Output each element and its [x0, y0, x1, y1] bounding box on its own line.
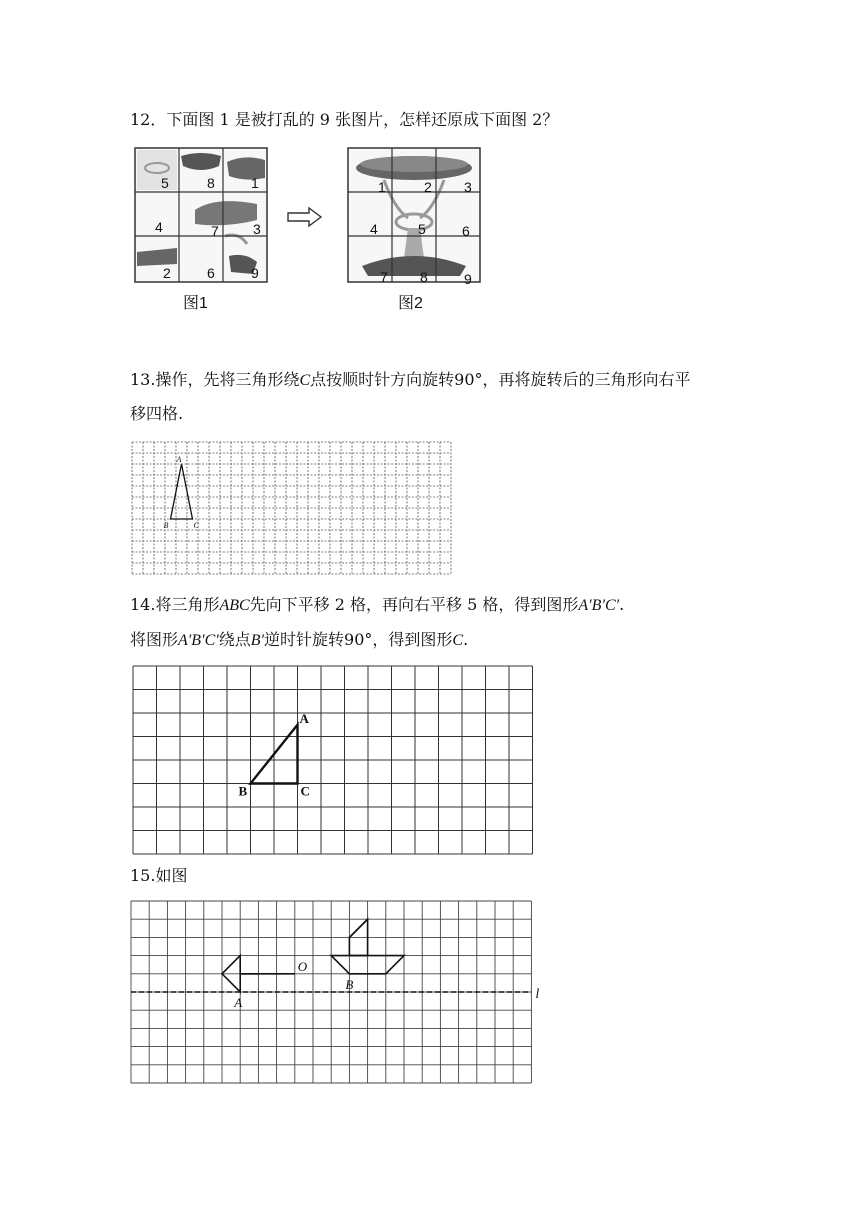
q13-text-a: 13.操作，先将三角形绕 [130, 370, 300, 389]
q14-var-abc-prime-2: A′B′C′ [178, 632, 219, 649]
fig1-tile-4-number: 4 [155, 219, 163, 235]
label-a: A [234, 995, 243, 1010]
fig2-tile-6-number: 6 [462, 223, 470, 239]
label-a: A [176, 455, 182, 464]
fig1-tile-5-number: 7 [211, 223, 219, 239]
q14-text-h: . [463, 630, 469, 649]
label-a: A [299, 710, 309, 726]
q14-text-f: 逆时针旋转 [264, 630, 345, 649]
fig1-tile-6-number: 3 [253, 221, 261, 237]
solid-grid [133, 666, 533, 854]
boat-sail-edge [349, 919, 367, 937]
triangle-abc [171, 464, 193, 519]
label-o: O [297, 958, 308, 974]
fig2-tile-8-number: 8 [420, 269, 428, 285]
question-14-line-2 [130, 630, 468, 651]
q14-angle: 90° [344, 630, 373, 649]
q13-text-c: ，再将旋转后的三角形向右平 [482, 370, 691, 389]
fig2-tile-7-number: 7 [380, 269, 388, 285]
q14-var-c: C [452, 632, 464, 649]
hollow-right-arrow-icon [287, 207, 323, 227]
figure-2-restored [348, 148, 488, 288]
fig1-tile-3-number: 1 [251, 175, 259, 191]
fig1-tile-9-number: 9 [251, 265, 259, 281]
fig2-tile-5-number: 5 [418, 221, 426, 237]
fig1-tile-8-number: 6 [207, 265, 215, 281]
label-c: C [193, 521, 199, 530]
q13-var-c: C [299, 372, 311, 389]
q13-angle: 90° [454, 370, 483, 389]
fig1-tile-1-number: 5 [161, 175, 169, 191]
fig2-tile-2-number: 2 [424, 179, 432, 195]
fig1-tile-7-number: 2 [163, 265, 171, 281]
q14-text-g: ，得到图形 [372, 630, 453, 649]
fig2-tile-4-number: 4 [370, 221, 378, 237]
figure-1-caption: 图1 [183, 295, 208, 312]
q14-grid [130, 663, 540, 853]
label-b: B [163, 521, 169, 530]
fig1-tile-2-number: 8 [207, 175, 215, 191]
q14-text-b: 先向下平移 2 格，再向右平移 5 格，得到图形 [249, 595, 579, 614]
question-15-text: 15.如图 [130, 866, 188, 885]
q14-text-a: 14.将三角形 [130, 595, 220, 614]
q13-dashed-grid [130, 440, 460, 580]
fig2-tile-3-number: 3 [464, 179, 472, 195]
q15-grid [128, 898, 548, 1088]
q14-var-abc: ABC [219, 597, 250, 614]
figure-1-scrambled [135, 148, 275, 288]
label-c: C [300, 783, 310, 799]
figure-2-caption: 图2 [398, 295, 423, 312]
label-b: B [238, 783, 248, 799]
question-13-line-1 [130, 370, 691, 391]
question-13-line-2: 移四格. [130, 404, 184, 423]
question-14-line-1 [130, 595, 624, 616]
label-l: l [535, 987, 540, 1002]
label-b: B [345, 976, 354, 992]
q14-text-d: 将图形 [130, 630, 179, 649]
fig2-tile-9-number: 9 [464, 271, 472, 287]
q14-var-abc-prime: A′B′C′ [578, 597, 620, 614]
question-12-text: 12．下面图 1 是被打乱的 9 张图片，怎样还原成下面图 2？ [130, 110, 559, 129]
fig2-tile-1-number: 1 [378, 179, 386, 195]
q13-text-b: 点按顺时针方向旋转 [310, 370, 455, 389]
q14-text-e: 绕点 [218, 630, 251, 649]
q14-var-b-prime: B′ [250, 632, 265, 649]
q14-text-c: . [619, 595, 625, 614]
